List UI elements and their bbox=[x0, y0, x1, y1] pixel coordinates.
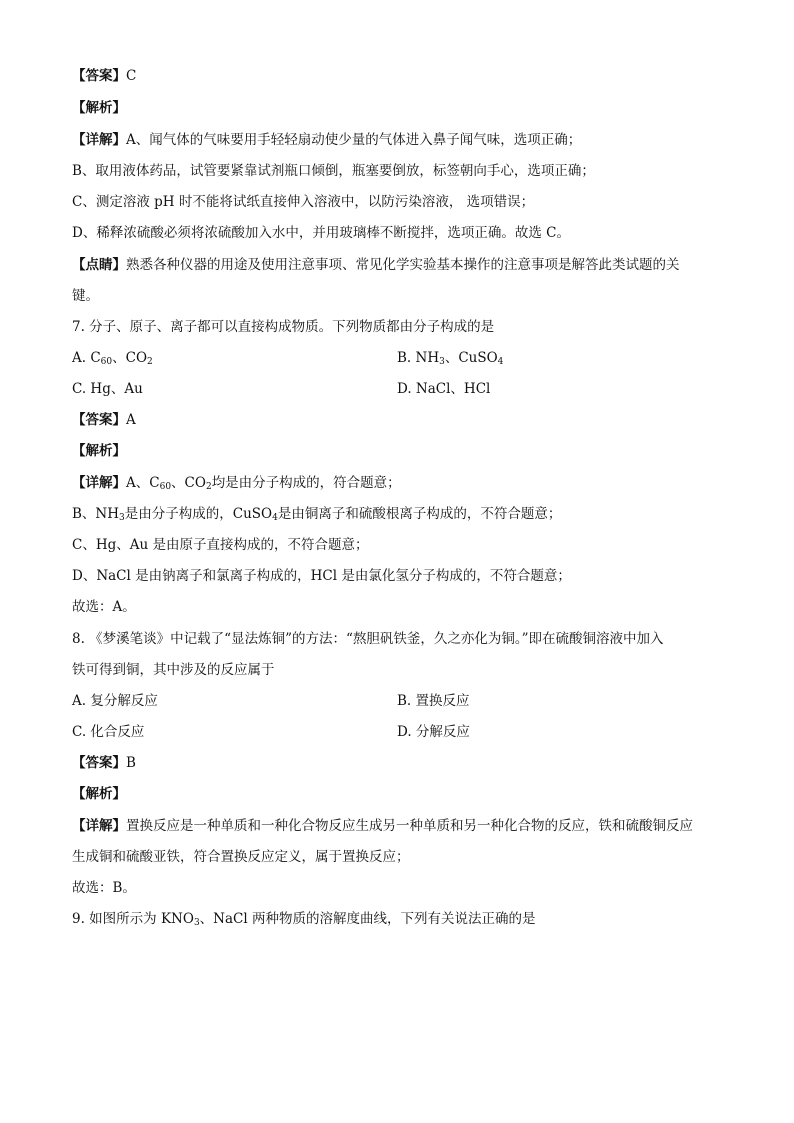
q6-detail-b: B、取用液体药品，试管要紧靠试剂瓶口倾倒，瓶塞要倒放，标签朝向手心，选项正确； bbox=[72, 163, 595, 179]
q9-stem: 9. 如图所示为 $KNO_3$、NaCl 两种物质的溶解度曲线，下列有关说法正确的是 bbox=[72, 911, 536, 928]
q7-option-b: B. $NH_3$、CuSO$_4$ bbox=[397, 350, 504, 367]
q8-detail-cont: 生成铜和硫酸亚铁，符合置换反应定义，属于置换反应； bbox=[72, 849, 410, 865]
answer-value: B bbox=[126, 755, 136, 771]
answer-value: A bbox=[126, 412, 136, 428]
q8-option-b: B. 置换反应 bbox=[397, 693, 470, 709]
q8-detail bbox=[72, 816, 693, 836]
q8-stem-cont: 铁可得到铜，其中涉及的反应属于 bbox=[72, 662, 275, 678]
detail-tag: 【详解】 bbox=[72, 818, 126, 834]
answer-value: C bbox=[126, 68, 137, 84]
q7-answer bbox=[72, 410, 136, 430]
tip-tag: 【点睛】 bbox=[72, 257, 126, 273]
q8-option-a: A. 复分解反应 bbox=[72, 693, 158, 709]
answer-tag: 【答案】 bbox=[72, 412, 126, 428]
q7-detail-c: C、Hg、Au 是由原子直接构成的，不符合题意； bbox=[72, 537, 369, 553]
answer-tag: 【答案】 bbox=[72, 68, 126, 84]
q7-detail-b: B、$NH_3$是由分子构成的，CuSO$_4$是由铜离子和硫酸根离子构成的，不符合题意； bbox=[72, 506, 562, 523]
q6-tip-cont: 键。 bbox=[72, 288, 99, 304]
detail-text: 置换反应是一种单质和一种化合物反应生成另一种单质和另一种化合物的反应，铁和硫酸铜反应 bbox=[126, 818, 693, 834]
q7-option-a: A. $C_{60}$、$CO_2$ bbox=[72, 350, 153, 367]
q8-answer bbox=[72, 753, 136, 773]
detail-tag: 【详解】 bbox=[72, 475, 126, 491]
q7-options-row1 bbox=[72, 348, 153, 368]
q7-option-c: C. Hg、Au bbox=[72, 381, 143, 397]
q8-option-c: C. 化合反应 bbox=[72, 724, 145, 740]
q7-option-d: D. NaCl、HCl bbox=[397, 381, 491, 397]
detail-text: A、闻气体的气味要用手轻轻扇动使少量的气体进入鼻子闻气味，选项正确； bbox=[126, 132, 582, 148]
q6-tip bbox=[72, 255, 680, 275]
q7-detail: 【详解】A、$C_{60}$、$CO_2$均是由分子构成的，符合题意； bbox=[72, 475, 401, 492]
q6-detail-d: D、稀释浓硫酸必须将浓硫酸加入水中，并用玻璃棒不断搅拌，选项正确。故选 C。 bbox=[72, 225, 570, 241]
q6-detail-c: C、测定溶液 pH 时不能将试纸直接伸入溶液中，以防污染溶液， 选项错误； bbox=[72, 194, 535, 210]
q6-detail bbox=[72, 130, 581, 150]
q8-analysis-tag: 【解析】 bbox=[72, 786, 126, 802]
q8-conclusion: 故选：B。 bbox=[72, 880, 136, 896]
answer-tag: 【答案】 bbox=[72, 755, 126, 771]
q7-analysis-tag: 【解析】 bbox=[72, 443, 126, 459]
q6-analysis-tag: 【解析】 bbox=[72, 100, 126, 116]
q8-stem: 8. 《梦溪笔谈》中记载了“显法炼铜”的方法：“熬胆矾铁釜，久之亦化为铜。”即在硫酸铜溶液中加入 bbox=[72, 631, 664, 647]
detail-tag: 【详解】 bbox=[72, 132, 126, 148]
q8-option-d: D. 分解反应 bbox=[397, 724, 470, 740]
q6-answer bbox=[72, 66, 136, 86]
q7-detail-d: D、NaCl 是由钠离子和氯离子构成的，HCl 是由氯化氢分子构成的，不符合题意； bbox=[72, 568, 571, 584]
q7-stem: 7. 分子、原子、离子都可以直接构成物质。下列物质都由分子构成的是 bbox=[72, 319, 495, 335]
tip-text: 熟悉各种仪器的用途及使用注意事项、常见化学实验基本操作的注意事项是解答此类试题的关 bbox=[126, 257, 680, 273]
q7-conclusion: 故选：A。 bbox=[72, 599, 136, 615]
